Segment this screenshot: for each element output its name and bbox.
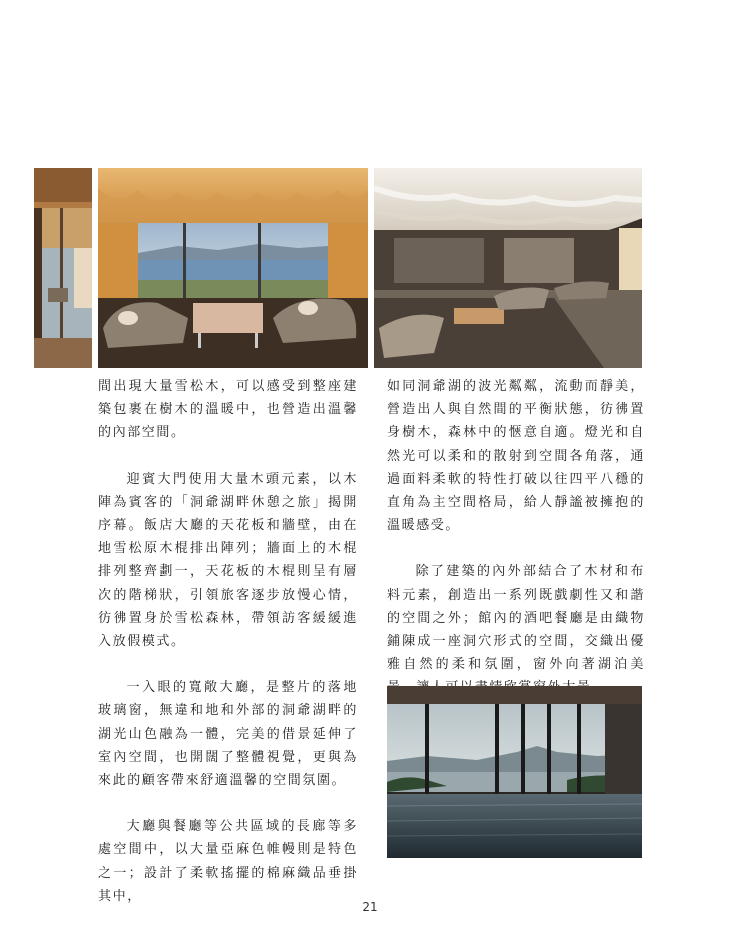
- lounge-interior-photo: [374, 168, 642, 368]
- left-paragraph-1: 間出現大量雪松木，可以感受到整座建築包裹在樹木的溫暖中，也營造出溫馨的內部空間。: [98, 379, 358, 441]
- left-paragraph-4: 大廳與餐廳等公共區域的長廊等多處空間中，以大量亞麻色帷幔則是特色之一；設計了柔軟搖擺的棉麻織品垂掛其中，: [98, 819, 358, 904]
- right-paragraph-1: 如同洞爺湖的波光粼粼，流動而靜美，營造出人與自然間的平衡狀態，彷彿置身樹木，森林中的愜意自適。燈光和自然光可以柔和的散射到空間各角落，通過面料柔軟的特性打破以往四平八穩的直角為主空間格局，給人靜謐被擁抱的溫暖感受。: [387, 379, 645, 534]
- left-text-column: [98, 375, 358, 931]
- corridor-photo-graphic: [34, 168, 92, 368]
- onsen-bath-photo-graphic: [387, 686, 642, 858]
- lobby-lounge-photo: [98, 168, 368, 368]
- left-paragraph-3: 一入眼的寬敞大廳，是整片的落地玻璃窗，無違和地和外部的洞爺湖畔的湖光山色融為一體，完美的借景延伸了室內空間，也開闊了整體視覺，更與為來此的顧客帶來舒適溫馨的空間氛圍。: [98, 680, 358, 789]
- corridor-photo: [34, 168, 92, 368]
- page-number: 21: [362, 900, 378, 914]
- lobby-lounge-photo-graphic: [98, 168, 368, 368]
- lounge-interior-photo-graphic: [374, 168, 642, 368]
- right-text-column: [387, 375, 645, 723]
- onsen-bath-photo: [387, 686, 642, 858]
- right-paragraph-2: 除了建築的內外部結合了木材和布料元素，創造出一系列既戲劇性又和諧的空間之外；館內的酒吧餐廳是由織物鋪陳成一座洞穴形式的空間，交織出優雅自然的柔和氛圍，窗外向著湖泊美: [387, 564, 645, 673]
- left-paragraph-2: 迎賓大門使用大量木頭元素，以木陣為賓客的「洞爺湖畔休憩之旅」揭開序幕。飯店大廳的天花板和牆壁，由在地雪松原木棍排出陣列；牆面上的木棍排列整齊劃一，天花板的木棍則呈有層次的階梯狀，引領旅客逐步放慢心情，彷彿置身於雪松森林，帶領訪客緩緩進入放假模式。: [98, 471, 358, 650]
